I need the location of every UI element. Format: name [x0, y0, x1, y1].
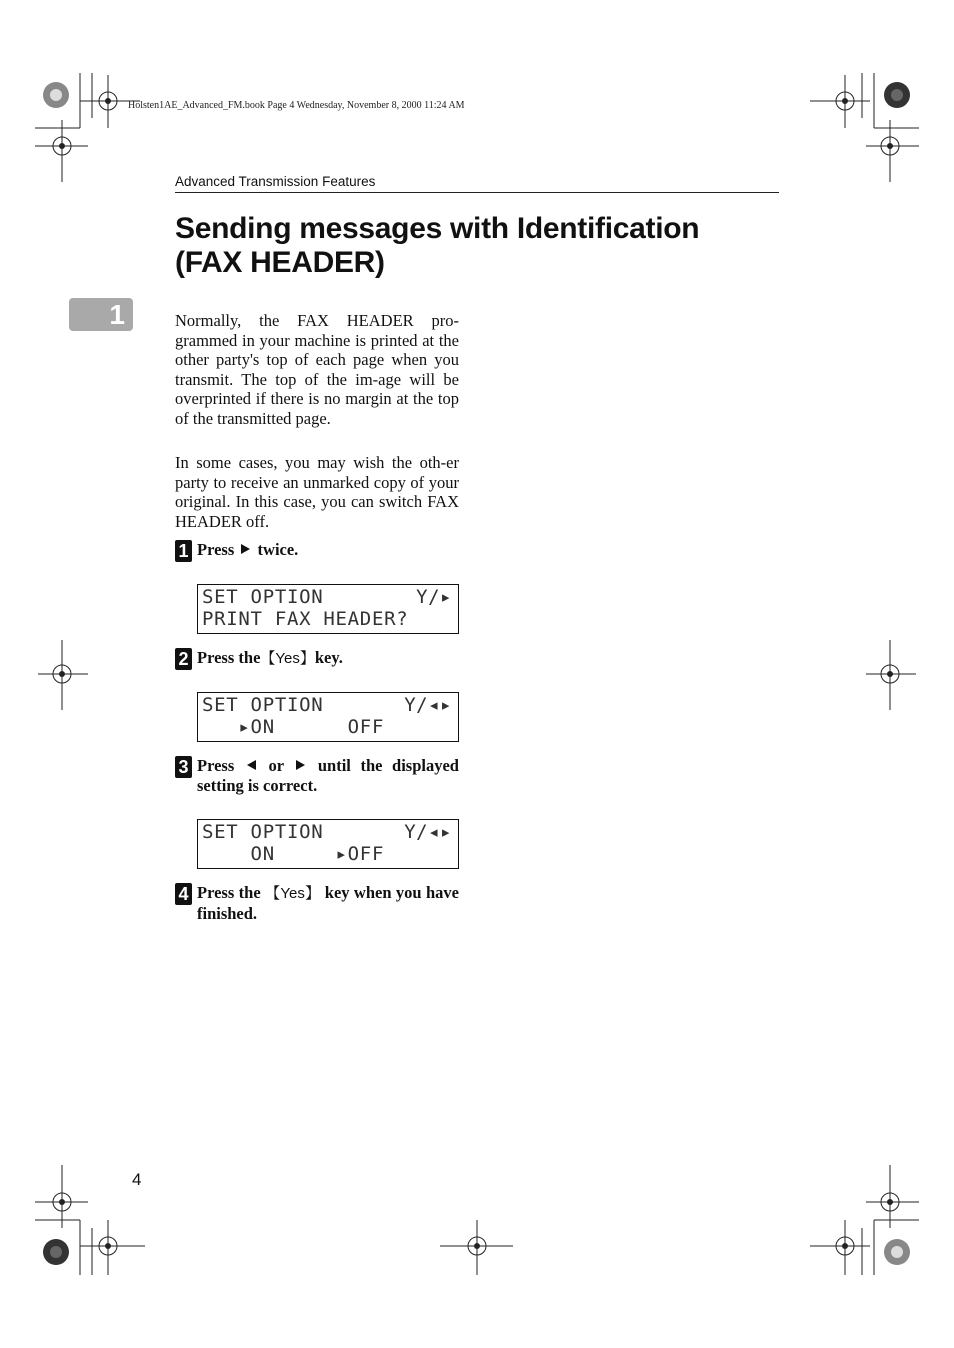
chapter-number: 1 [109, 299, 125, 330]
right-arrow-icon [241, 544, 250, 554]
yes-key-label: 【Yes】 [260, 650, 315, 667]
lcd-line-1: SET OPTION [202, 586, 324, 608]
running-header: Advanced Transmission Features [175, 174, 779, 193]
lcd-line-1: SET OPTION [202, 694, 324, 716]
left-arrow-icon [247, 760, 256, 770]
step-text: Press or until the displayed setting is correct. [197, 756, 459, 795]
step-number: 1 [175, 540, 192, 562]
step-3 [175, 756, 459, 796]
page-number: 4 [132, 1170, 142, 1189]
lcd-line-2: ON ▸OFF [202, 843, 385, 865]
lcd-line-1: SET OPTION [202, 821, 324, 843]
lcd-indicator: Y/◂▸ [404, 694, 452, 716]
yes-key-label: 【Yes】 [265, 885, 321, 902]
page-title [175, 212, 775, 280]
step-text: Press the 【Yes】 key when you have finished. [197, 883, 459, 923]
title-line-1: Sending messages with Identification [175, 212, 700, 245]
lcd-display [197, 584, 459, 634]
lcd-line-2: PRINT FAX HEADER? [202, 608, 409, 630]
lcd-display [197, 692, 459, 742]
lcd-line-2: ▸ON OFF [202, 716, 385, 738]
step-1 [175, 540, 459, 560]
lcd-display [197, 819, 459, 869]
step-text: Press the【Yes】key. [197, 648, 343, 667]
right-arrow-icon [296, 760, 305, 770]
lcd-indicator: Y/▸ [416, 586, 452, 608]
title-line-2: (FAX HEADER) [175, 246, 385, 279]
file-info: Holsten1AE_Advanced_FM.book Page 4 Wednesday, November 8, 2000 11:24 AM [128, 100, 465, 111]
step-number: 2 [175, 648, 192, 670]
chapter-tab [69, 298, 133, 331]
step-text: Press twice. [197, 540, 299, 559]
step-number: 4 [175, 883, 192, 905]
intro-paragraph-2: In some cases, you may wish the oth-er party to receive an unmarked copy of your original. In this case, you can switch FAX HEADER off. [175, 453, 459, 531]
step-4 [175, 883, 459, 924]
step-2 [175, 648, 459, 669]
lcd-indicator: Y/◂▸ [404, 821, 452, 843]
intro-paragraph: Normally, the FAX HEADER pro-grammed in your machine is printed at the other party's top of each page when you transmit. The top of the im-age will be overprinted if there is no margin at the top of the transmitted page. [175, 311, 459, 428]
step-number: 3 [175, 756, 192, 778]
